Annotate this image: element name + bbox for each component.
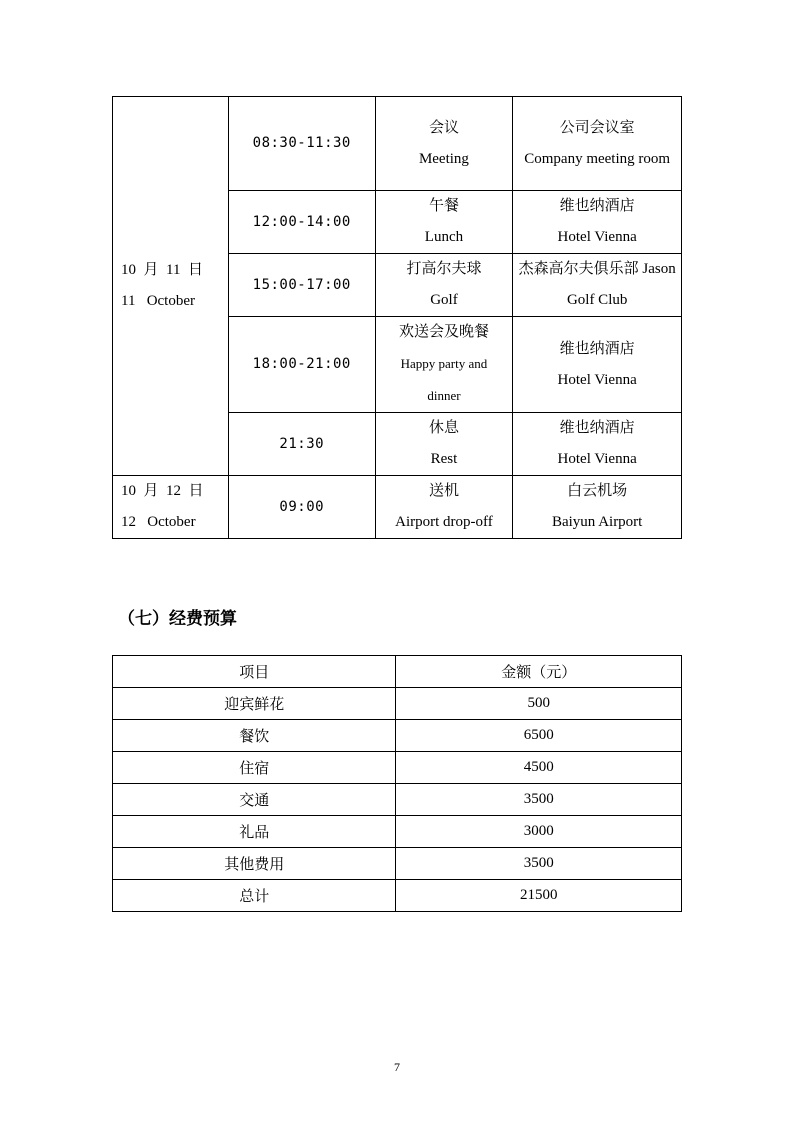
budget-amount: 500 — [396, 688, 682, 720]
budget-amount: 21500 — [396, 880, 682, 912]
budget-item: 迎宾鲜花 — [113, 688, 396, 720]
activity-cell — [375, 254, 513, 317]
activity-cell — [375, 97, 513, 191]
time-cell: 09:00 — [228, 476, 375, 539]
time-cell: 15:00-17:00 — [228, 254, 375, 317]
activity-cn: 午餐 — [428, 198, 459, 214]
activity-cell — [375, 413, 513, 476]
section-title: （七）经费预算 — [118, 609, 237, 629]
activity-en: Lunch — [424, 229, 464, 245]
budget-table — [112, 655, 682, 912]
location-cn: 杰森高尔夫俱乐部 — [518, 261, 639, 277]
activity-cn: 会议 — [428, 119, 459, 136]
location-cell — [513, 97, 682, 191]
activity-en: Airport drop-off — [395, 514, 493, 530]
activity-en: Happy party and dinner — [400, 356, 488, 403]
time-cell: 18:00-21:00 — [228, 317, 375, 413]
activity-en: Meeting — [418, 150, 469, 167]
location-cn: 公司会议室 — [559, 119, 635, 136]
activity-en: Golf — [430, 292, 458, 308]
budget-item: 交通 — [113, 784, 396, 816]
date-line-cn: 10 月 12 日 — [121, 483, 204, 499]
budget-amount: 3000 — [396, 816, 682, 848]
date-line-cn: 10 月 11 日 — [121, 262, 203, 278]
location-cell — [513, 476, 682, 539]
budget-item: 住宿 — [113, 752, 396, 784]
budget-row — [113, 816, 682, 848]
location-cell — [513, 413, 682, 476]
schedule-row — [113, 476, 682, 539]
location-cn: 白云机场 — [567, 483, 628, 499]
location-cn: 维也纳酒店 — [559, 198, 635, 214]
location-en: Company meeting room — [524, 150, 671, 167]
budget-row — [113, 688, 682, 720]
activity-cn: 欢送会及晚餐 — [398, 324, 489, 340]
activity-en: Rest — [430, 451, 458, 467]
location-en: Baiyun Airport — [551, 514, 643, 530]
budget-row — [113, 784, 682, 816]
budget-item: 礼品 — [113, 816, 396, 848]
location-en: Jason Golf Club — [566, 261, 676, 308]
location-en: Hotel Vienna — [557, 371, 637, 388]
activity-cell — [375, 476, 513, 539]
budget-amount: 3500 — [396, 784, 682, 816]
budget-amount: 3500 — [396, 848, 682, 880]
page-number: 7 — [394, 1060, 400, 1074]
budget-item: 餐饮 — [113, 720, 396, 752]
activity-cn: 休息 — [428, 420, 459, 436]
budget-row — [113, 752, 682, 784]
budget-item: 其他费用 — [113, 848, 396, 880]
budget-header-row — [113, 656, 682, 688]
header-amount: 金额（元） — [396, 656, 682, 688]
activity-cell — [375, 191, 513, 254]
location-cell — [513, 254, 682, 317]
header-item: 项目 — [113, 656, 396, 688]
schedule-row — [113, 97, 682, 191]
activity-cn: 送机 — [428, 483, 459, 499]
time-cell: 21:30 — [228, 413, 375, 476]
budget-amount: 4500 — [396, 752, 682, 784]
budget-row — [113, 720, 682, 752]
budget-amount: 6500 — [396, 720, 682, 752]
location-en: Hotel Vienna — [557, 229, 637, 245]
activity-cell — [375, 317, 513, 413]
location-cell — [513, 317, 682, 413]
location-en: Hotel Vienna — [557, 451, 637, 467]
time-cell: 08:30-11:30 — [228, 97, 375, 191]
activity-cn: 打高尔夫球 — [406, 261, 482, 277]
schedule-table — [112, 96, 682, 539]
location-cn: 维也纳酒店 — [559, 420, 635, 436]
budget-item: 总计 — [113, 880, 396, 912]
budget-row — [113, 848, 682, 880]
budget-total-row — [113, 880, 682, 912]
location-cell — [513, 191, 682, 254]
date-line-en: 12 October — [121, 514, 196, 530]
location-cn: 维也纳酒店 — [559, 340, 635, 357]
time-cell: 12:00-14:00 — [228, 191, 375, 254]
date-line-en: 11 October — [121, 293, 196, 309]
date-cell — [113, 476, 229, 539]
date-cell — [113, 97, 229, 476]
